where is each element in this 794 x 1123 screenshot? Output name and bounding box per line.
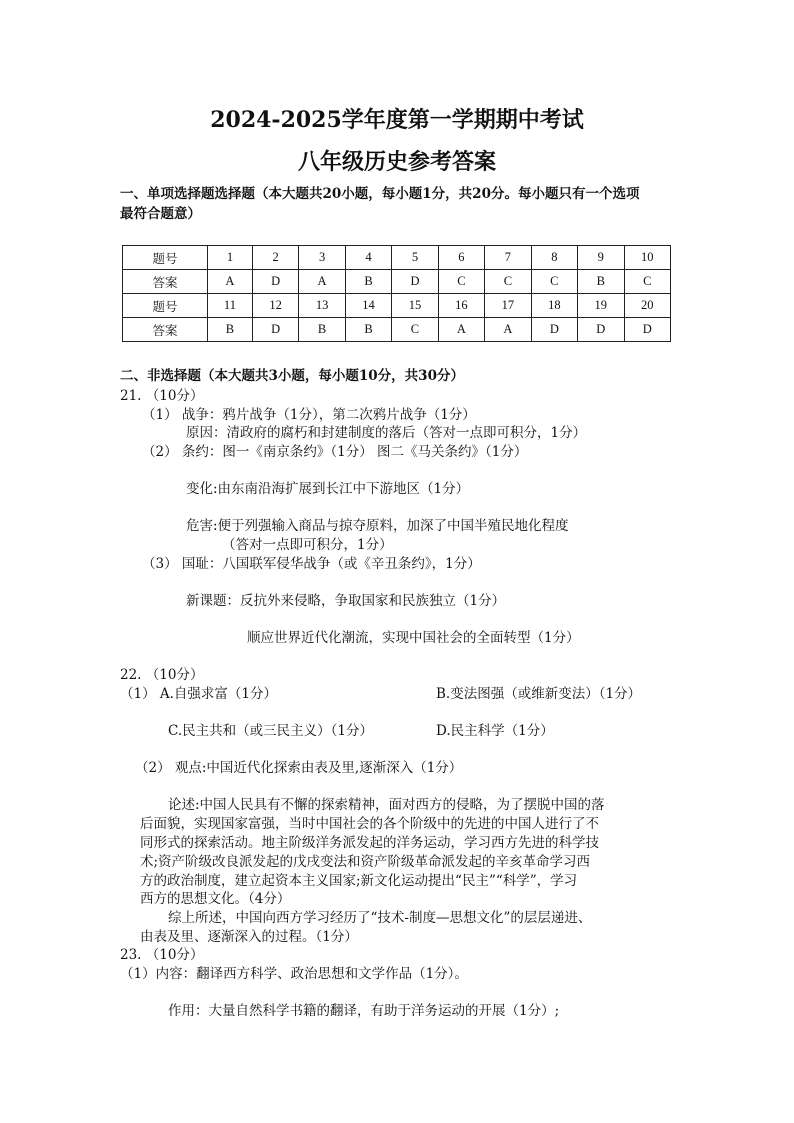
table-cell: A [438, 318, 484, 342]
table-cell: 3 [299, 246, 345, 270]
table-cell: 7 [485, 246, 531, 270]
table-cell: D [624, 318, 670, 342]
answer-key-subtitle: 八年级历史参考答案 [297, 149, 496, 175]
table-cell: 6 [438, 246, 484, 270]
table-cell: 17 [485, 294, 531, 318]
table-cell: D [252, 270, 298, 294]
section1-heading-cont: 最符合题意） [120, 206, 201, 222]
table-cell: B [345, 270, 391, 294]
table-cell: 9 [578, 246, 624, 270]
q21-line: 变化:由东南沿海扩展到长江中下游地区（1分） [186, 481, 470, 497]
table-cell: 19 [578, 294, 624, 318]
table-cell: 5 [392, 246, 438, 270]
table-cell: 20 [624, 294, 670, 318]
table-cell: B [299, 318, 345, 342]
q23-heading: 23. （10分） [120, 947, 204, 963]
q22-argument: 后面貌，实现国家富强，当时中国社会的各个阶级中的先进的中国人进行了不 [140, 816, 599, 832]
table-cell: 10 [624, 246, 670, 270]
section1-heading: 一、单项选择题选择题（本大题共20小题，每小题1分，共20分。每小题只有一个选项 [120, 186, 640, 202]
table-row [123, 294, 671, 318]
q22-option-d: D.民主科学（1分） [436, 723, 554, 739]
section2-heading: 二、非选择题（本大题共3小题，每小题10分，共30分） [120, 368, 464, 384]
table-cell: 13 [299, 294, 345, 318]
q21-line: 新课题：反抗外来侵略，争取国家和民族独立（1分） [186, 593, 506, 609]
table-cell: 14 [345, 294, 391, 318]
q22-argument: 论述:中国人民具有不懈的探索精神，面对西方的侵略，为了摆脱中国的落 [168, 797, 605, 813]
table-cell: 1 [208, 246, 253, 270]
table-cell: A [485, 318, 531, 342]
row-label-cell: 答案 [123, 318, 208, 342]
q21-line: 顺应世界近代化潮流，实现中国社会的全面转型（1分） [247, 630, 580, 646]
table-cell: C [485, 270, 531, 294]
q22-summary: 综上所述，中国向西方学习经历了“技术-制度—思想文化”的层层递进、 [168, 910, 592, 926]
exam-title: 2024-2025学年度第一学期期中考试 [210, 107, 584, 133]
q21-heading: 21. （10分） [120, 388, 204, 404]
row-label-cell: 题号 [123, 246, 208, 270]
table-cell: C [624, 270, 670, 294]
table-cell: 18 [531, 294, 577, 318]
table-cell: C [392, 318, 438, 342]
table-cell: 16 [438, 294, 484, 318]
q22-argument: 术;资产阶级改良派发起的戊戌变法和资产阶级革命派发起的辛亥革命学习西 [140, 854, 591, 870]
q22-option-b: B.变法图强（或维新变法）（1分） [436, 686, 642, 702]
table-cell: 12 [252, 294, 298, 318]
table-cell: C [438, 270, 484, 294]
table-cell: B [208, 318, 253, 342]
table-cell: A [299, 270, 345, 294]
q22-argument: 西方的思想文化。（4分） [140, 891, 291, 907]
table-cell: 4 [345, 246, 391, 270]
table-row [123, 270, 671, 294]
q21-line: （答对一点即可积分，1分） [222, 537, 393, 553]
table-cell: D [392, 270, 438, 294]
table-cell: B [578, 270, 624, 294]
q21-line: 危害:便于列强输入商品与掠夺原料，加深了中国半殖民地化程度 [186, 518, 569, 534]
table-cell: D [252, 318, 298, 342]
table-cell: D [578, 318, 624, 342]
q21-line: 原因：清政府的腐朽和封建制度的落后（答对一点即可积分，1分） [186, 425, 587, 441]
q22-argument: 方的政治制度，建立起资本主义国家;新文化运动提出“民主”“科学”，学习 [140, 873, 578, 889]
row-label-cell: 答案 [123, 270, 208, 294]
q22-option-a: （1） A.自强求富（1分） [120, 686, 278, 702]
table-cell: 8 [531, 246, 577, 270]
answer-table [122, 245, 671, 342]
q21-line: （2） 条约：图一《南京条约》（1分） 图二《马关条约》（1分） [142, 444, 528, 460]
q22-viewpoint: （2） 观点:中国近代化探索由表及里,逐渐深入（1分） [135, 760, 463, 776]
table-cell: A [208, 270, 253, 294]
q21-line: （3） 国耻：八国联军侵华战争（或《辛丑条约》，1分） [142, 556, 481, 572]
q22-argument: 同形式的探索活动。地主阶级洋务派发起的洋务运动，学习西方先进的科学技 [140, 835, 599, 851]
q23-line: （1）内容：翻译西方科学、政治思想和文学作品（1分）。 [120, 966, 468, 982]
q21-line: （1） 战争：鸦片战争（1分），第二次鸦片战争（1分） [142, 407, 476, 423]
table-row [123, 246, 671, 270]
table-cell: D [531, 318, 577, 342]
table-cell: C [531, 270, 577, 294]
table-row [123, 318, 671, 342]
q23-line: 作用：大量自然科学书籍的翻译，有助于洋务运动的开展（1分）; [168, 1003, 560, 1019]
q22-summary: 由表及里、逐渐深入的过程。（1分） [140, 929, 358, 945]
table-cell: B [345, 318, 391, 342]
row-label-cell: 题号 [123, 294, 208, 318]
table-cell: 2 [252, 246, 298, 270]
q22-heading: 22. （10分） [120, 667, 204, 683]
table-cell: 11 [208, 294, 253, 318]
q22-option-c: C.民主共和（或三民主义）（1分） [168, 723, 373, 739]
table-cell: 15 [392, 294, 438, 318]
